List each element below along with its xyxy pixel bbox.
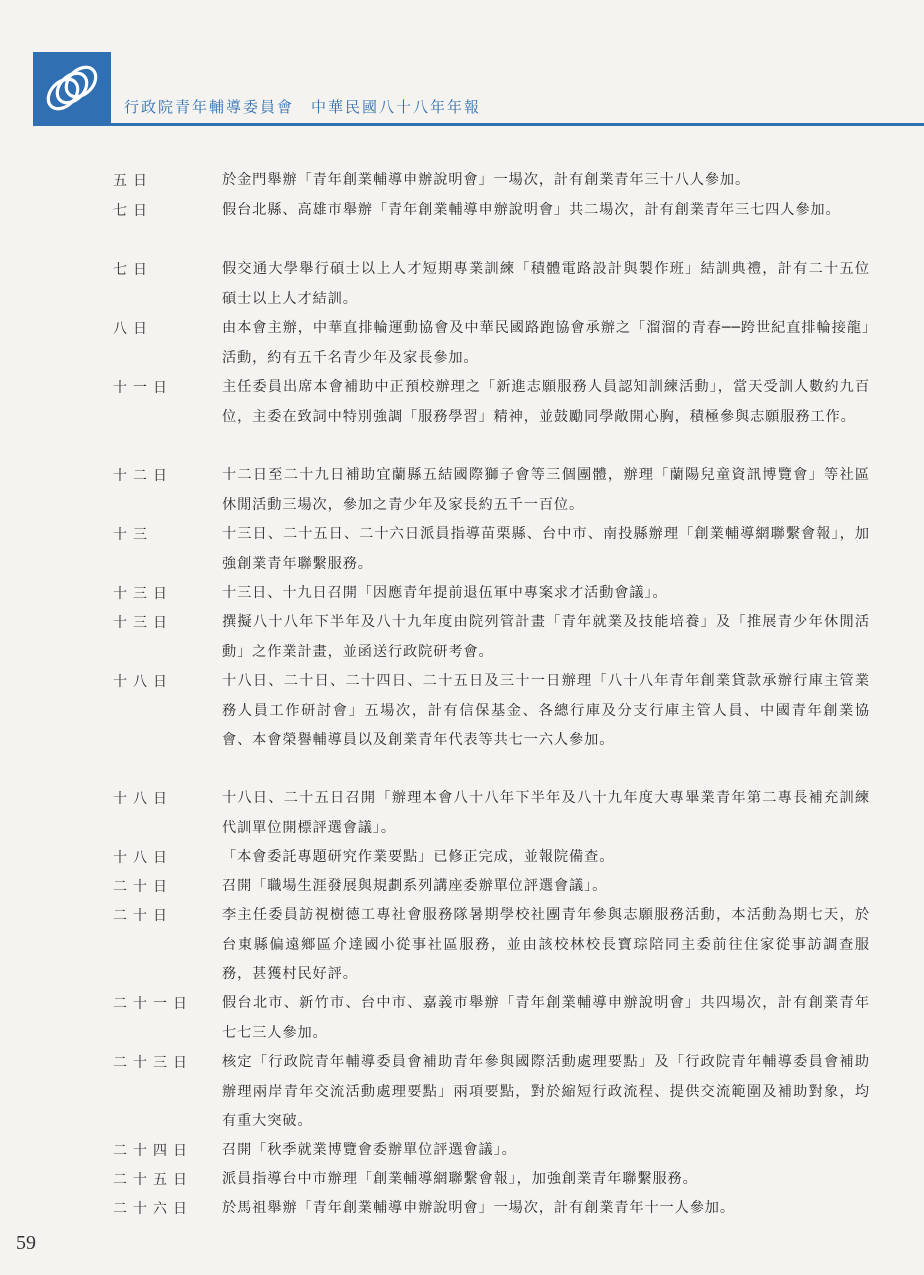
- entry-text: 於馬祖舉辦「青年創業輔導申辦說明會」一場次，計有創業青年十一人參加。: [222, 1200, 735, 1216]
- entry-date: 十一日: [113, 380, 173, 396]
- entry-text: 召開「職場生涯發展與規劃系列講座委辦單位評選會議」。: [222, 878, 608, 894]
- entry-date: 二十日: [113, 879, 173, 895]
- entry-date: 十八日: [113, 791, 173, 807]
- entry-date: 十八日: [113, 850, 173, 866]
- entry-text: 十三日、二十五日、二十六日派員指導苗栗縣、台中市、南投縣辦理「創業輔導網聯繫會報」，加強創業青年聯繫服務。: [222, 526, 870, 572]
- entry-text: 「本會委託專題研究作業要點」已修正完成，並報院備查。: [222, 849, 615, 865]
- entry-date: 十二日: [113, 468, 173, 484]
- entry-date: 五日: [113, 173, 153, 189]
- entry-date: 十三日: [113, 586, 173, 602]
- entry-text: 假交通大學舉行碩士以上人才短期專業訓練「積體電路設計與製作班」結訓典禮，計有二十五位碩士以上人才結訓。: [222, 261, 870, 307]
- entry-text: 十三日、十九日召開「因應青年提前退伍軍中專案求才活動會議」。: [222, 585, 668, 601]
- entry-date: 八日: [113, 321, 153, 337]
- entry-date: 二十一日: [113, 996, 193, 1012]
- entry-date: 十三日: [113, 615, 173, 631]
- entry-text: 派員指導台中市辦理「創業輔導網聯繫會報」，加強創業青年聯繫服務。: [222, 1171, 698, 1187]
- entry-text: 於金門舉辦「青年創業輔導申辦說明會」一場次，計有創業青年三十八人參加。: [222, 172, 751, 188]
- entry-date: 二十日: [113, 908, 173, 924]
- entry-date: 二十四日: [113, 1143, 193, 1159]
- report-header-title: 行政院青年輔導委員會 中華民國八十八年年報: [124, 98, 482, 116]
- entry-text: 十八日、二十日、二十四日、二十五日及三十一日辦理「八十八年青年創業貸款承辦行庫主管業務人員工作研討會」五場次，計有信保基金、各總行庫及分支行庫主管人員、中國青年創業協會、本會榮譽輔導員以及創業青年代表等共七一六人參加。: [222, 673, 870, 748]
- entry-date: 七日: [113, 203, 153, 219]
- entry-date: 二十五日: [113, 1172, 193, 1188]
- entry-date: 十八日: [113, 674, 173, 690]
- entry-text: 撰擬八十八年下半年及八十九年度由院列管計畫「青年就業及技能培養」及「推展青少年休閒活動」之作業計畫，並函送行政院研考會。: [222, 614, 870, 660]
- entry-date: 二十六日: [113, 1201, 193, 1217]
- page-number: 59: [16, 1232, 36, 1254]
- entry-text: 十二日至二十九日補助宜蘭縣五結國際獅子會等三個團體，辦理「蘭陽兒童資訊博覽會」等社區休閒活動三場次，參加之青少年及家長約五千一百位。: [222, 467, 870, 513]
- entry-text: 假台北縣、高雄市舉辦「青年創業輔導申辦說明會」共二場次，計有創業青年三七四人參加。: [222, 202, 841, 218]
- entry-text: 假台北市、新竹市、台中市、嘉義市舉辦「青年創業輔導申辦說明會」共四場次，計有創業青年七七三人參加。: [222, 995, 870, 1041]
- entry-date: 七日: [113, 262, 153, 278]
- entry-date: 二十三日: [113, 1055, 193, 1071]
- entry-text: 主任委員出席本會補助中正預校辦理之「新進志願服務人員認知訓練活動」，當天受訓人數約九百位，主委在致詞中特別強調「服務學習」精神，並鼓勵同學敞開心胸，積極參與志願服務工作。: [222, 379, 870, 425]
- entry-text: 十八日、二十五日召開「辦理本會八十八年下半年及八十九年度大專畢業青年第二專長補充訓練代訓單位開標評選會議」。: [222, 790, 870, 836]
- entry-text: 召開「秋季就業博覽會委辦單位評選會議」。: [222, 1142, 517, 1158]
- entry-text: 李主任委員訪視樹德工專社會服務隊暑期學校社團青年參與志願服務活動，本活動為期七天，於台東縣偏遠鄉區介達國小從事社區服務，並由該校林校長寶琮陪同主委前往住家從事訪調查服務，甚獲村民好評。: [222, 907, 870, 982]
- entry-text: 由本會主辦，中華直排輪運動協會及中華民國路跑協會承辦之「溜溜的青春──跨世紀直排輪接龍」活動，約有五千名青少年及家長參加。: [222, 320, 870, 366]
- entry-text: 核定「行政院青年輔導委員會補助青年參與國際活動處理要點」及「行政院青年輔導委員會補助辦理兩岸青年交流活動處理要點」兩項要點，對於縮短行政流程、提供交流範圍及補助對象，均有重大突破。: [222, 1054, 870, 1129]
- entry-date: 十三: [113, 527, 153, 543]
